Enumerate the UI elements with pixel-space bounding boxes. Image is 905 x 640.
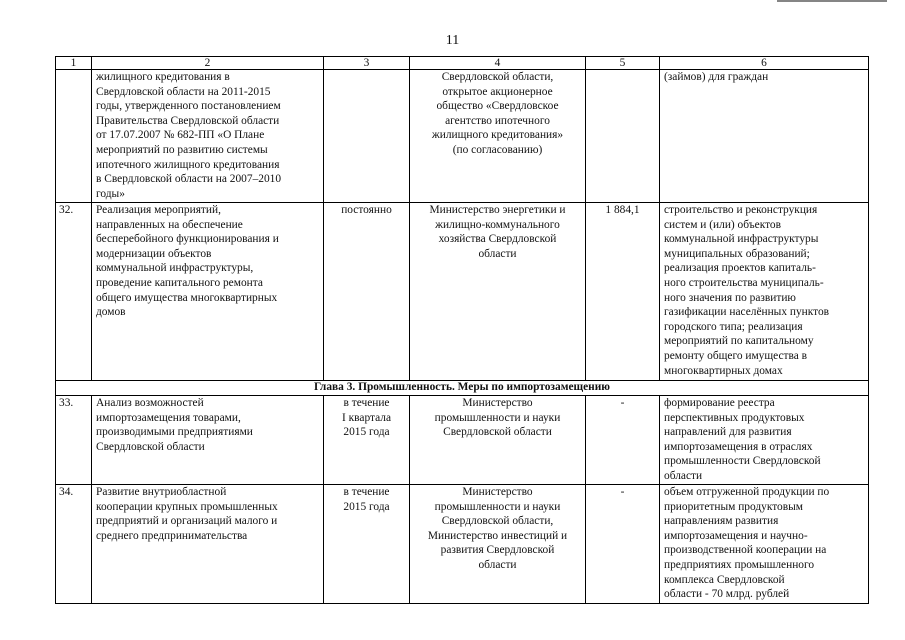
row-number bbox=[56, 70, 92, 203]
table-row bbox=[56, 70, 869, 203]
event-cell: Анализ возможностей импортозамещения товарами, производимыми предприятиями Свердловской области bbox=[92, 396, 324, 485]
result-cell: (займов) для граждан bbox=[660, 70, 869, 203]
column-number-row bbox=[56, 57, 869, 70]
page-number: 11 bbox=[445, 33, 460, 48]
amount-cell: 1 884,1 bbox=[586, 203, 660, 381]
table-row bbox=[56, 203, 869, 381]
table-row bbox=[56, 485, 869, 604]
header-col-3: 3 bbox=[324, 57, 410, 70]
event-cell: Развитие внутриобластной кооперации крупных промышленных предприятий и организаций малого и среднего предпринимательства bbox=[92, 485, 324, 604]
executor-cell: Министерство промышленности и науки Свердловской области bbox=[410, 396, 586, 485]
result-cell: формирование реестра перспективных продуктовых направлений для развития импортозамещения в отраслях промышленности Свердловской области bbox=[660, 396, 869, 485]
term-cell bbox=[324, 70, 410, 203]
scan-edge-mark bbox=[777, 0, 887, 8]
amount-cell: - bbox=[586, 485, 660, 604]
term-cell: постоянно bbox=[324, 203, 410, 381]
executor-cell: Свердловской области, открытое акционерное общество «Свердловское агентство ипотечного жилищного кредитования» (по согласованию) bbox=[410, 70, 586, 203]
event-cell: жилищного кредитования в Свердловской области на 2011-2015 годы, утвержденного постановлением Правительства Свердловской области от 17.07.2007 № 682-ПП «О Плане мероприятий по развитию системы ипотечного жилищного кредитования в Свердловской области на 2007–2010 годы» bbox=[92, 70, 324, 203]
amount-cell: - bbox=[586, 396, 660, 485]
amount-cell bbox=[586, 70, 660, 203]
header-col-4: 4 bbox=[410, 57, 586, 70]
row-number: 34. bbox=[56, 485, 92, 604]
chapter-title: Глава 3. Промышленность. Меры по импортозамещению bbox=[56, 381, 869, 396]
executor-cell: Министерство промышленности и науки Свердловской области, Министерство инвестиций и развития Свердловской области bbox=[410, 485, 586, 604]
term-cell: в течение 2015 года bbox=[324, 485, 410, 604]
header-col-6: 6 bbox=[660, 57, 869, 70]
chapter-row bbox=[56, 381, 869, 396]
executor-cell: Министерство энергетики и жилищно-коммунального хозяйства Свердловской области bbox=[410, 203, 586, 381]
plan-table bbox=[55, 56, 869, 604]
result-cell: строительство и реконструкция систем и (или) объектов коммунальной инфраструктуры муниципальных образований; реализация проектов капиталь- ного строительства муниципаль- ного значения по развитию газификации населённых пунктов городского типа; реализация мероприятий по капитальному ремонту общего имущества в многоквартирных домах bbox=[660, 203, 869, 381]
event-cell: Реализация мероприятий, направленных на обеспечение бесперебойного функционирования и модернизации объектов коммунальной инфраструктуры, проведение капитального ремонта общего имущества многоквартирных домов bbox=[92, 203, 324, 381]
table-row bbox=[56, 396, 869, 485]
row-number: 32. bbox=[56, 203, 92, 381]
result-cell: объем отгруженной продукции по приоритетным продуктовым направлениям развития импортозамещения и научно- производственной кооперации на предприятиях промышленного комплекса Свердловской области - 70 млрд. рублей bbox=[660, 485, 869, 604]
header-col-1: 1 bbox=[56, 57, 92, 70]
term-cell: в течение I квартала 2015 года bbox=[324, 396, 410, 485]
header-col-5: 5 bbox=[586, 57, 660, 70]
header-col-2: 2 bbox=[92, 57, 324, 70]
row-number: 33. bbox=[56, 396, 92, 485]
